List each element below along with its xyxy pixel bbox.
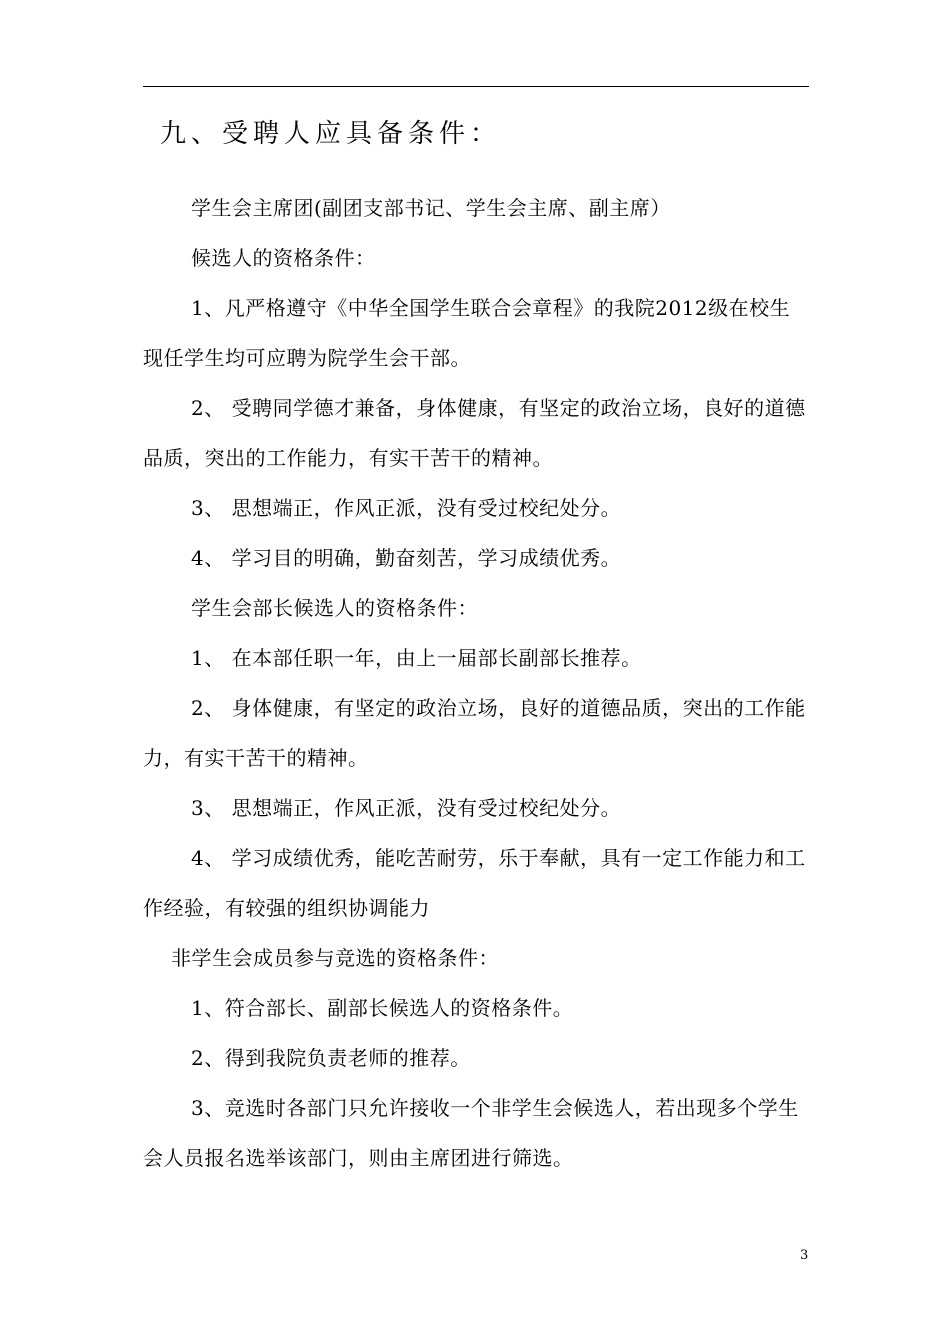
paragraph-item-1: 1、凡严格遵守《中华全国学生联合会章程》的我院2012级在校生现任学生均可应聘为院学生会干部。 <box>143 296 791 370</box>
paragraph-minister-item-4: 4、 学习成绩优秀，能吃苦耐劳，乐于奉献，具有一定工作能力和工作经验，有较强的组织协调能力 <box>143 846 806 920</box>
header-rule <box>143 86 809 87</box>
paragraph-candidate-conditions: 候选人的资格条件： <box>191 246 376 270</box>
paragraph-nonmember-item-3: 3、竞选时各部门只允许接收一个非学生会候选人，若出现多个学生会人员报名选举该部门，则由主席团进行筛选。 <box>143 1096 799 1170</box>
paragraph-minister-item-2: 2、 身体健康，有坚定的政治立场，良好的道德品质，突出的工作能力，有实干苦干的精神。 <box>143 696 806 770</box>
paragraph-presidium-title: 学生会主席团(副团支部书记、学生会主席、副主席） <box>191 196 671 220</box>
paragraph-minister-conditions: 学生会部长候选人的资格条件： <box>191 596 478 620</box>
body-text <box>143 183 809 1183</box>
section-heading: 九、受聘人应具备条件： <box>160 119 502 149</box>
paragraph-nonmember-item-2: 2、得到我院负责老师的推荐。 <box>191 1046 471 1070</box>
paragraph-item-3: 3、 思想端正，作风正派，没有受过校纪处分。 <box>191 496 622 520</box>
page-number: 3 <box>800 1248 809 1263</box>
paragraph-nonmember-conditions: 非学生会成员参与竞选的资格条件： <box>171 946 499 970</box>
paragraph-item-2: 2、 受聘同学德才兼备，身体健康，有坚定的政治立场，良好的道德品质，突出的工作能力，有实干苦干的精神。 <box>143 396 806 470</box>
paragraph-item-4: 4、 学习目的明确，勤奋刻苦，学习成绩优秀。 <box>191 546 622 570</box>
paragraph-minister-item-1: 1、 在本部任职一年，由上一届部长副部长推荐。 <box>191 646 642 670</box>
paragraph-minister-item-3: 3、 思想端正，作风正派，没有受过校纪处分。 <box>191 796 622 820</box>
paragraph-nonmember-item-1: 1、符合部长、副部长候选人的资格条件。 <box>191 996 574 1020</box>
